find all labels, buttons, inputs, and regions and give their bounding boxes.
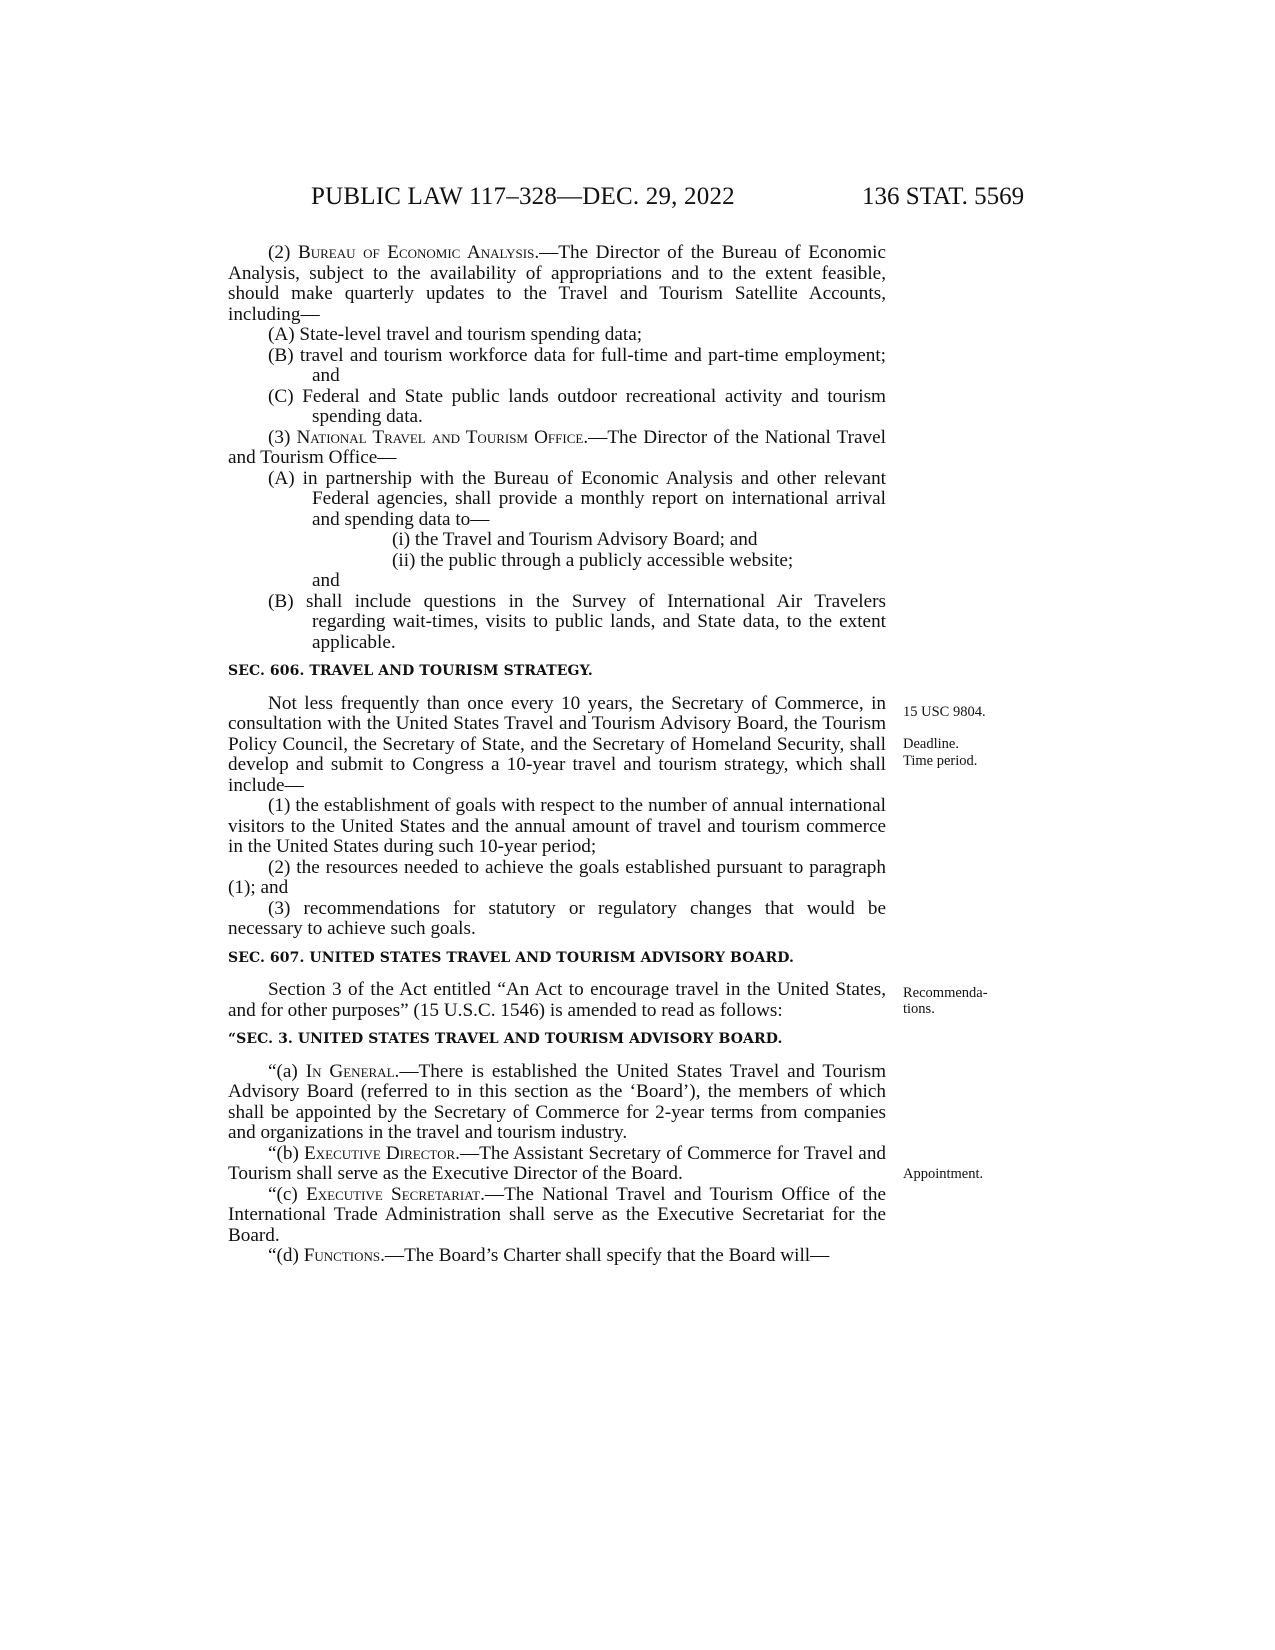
subsection-a-number: “(a) xyxy=(268,1060,298,1082)
section-3-heading: “SEC. 3. UNITED STATES TRAVEL AND TOURISM ADVISORY BOARD. xyxy=(228,1031,783,1047)
section-606-item-2: (2) the resources needed to achieve the goals established pursuant to paragraph (1); and xyxy=(228,856,886,898)
subsection-b-text: .—The Assistant Secretary of Commerce for Travel and Tourism shall serve as the Executive Director of the Board. xyxy=(228,1142,887,1184)
margin-note-time-period: Time period. xyxy=(903,753,978,769)
paragraph-3-heading: National Travel and Tourism Office xyxy=(296,426,584,448)
subsection-c-text: .—The National Travel and Tourism Office of the International Trade Administration shall serve as the Executive Secretariat for the Board. xyxy=(228,1183,887,1246)
paragraph-2-text: .—The Director of the Bureau of Economic Analysis, subject to the availability of appropriations and to the extent feasible, should make quarterly updates to the Travel and Tourism Satellite Accounts, including— xyxy=(228,242,886,325)
statute-body xyxy=(228,243,886,1267)
subsection-b-number: “(b) xyxy=(268,1142,299,1164)
paragraph-2-A: (A) State-level travel and tourism spending data; xyxy=(268,324,643,345)
paragraph-2-C: (C) Federal and State public lands outdoor recreational activity and tourism spending data. xyxy=(268,385,886,427)
section-606-text: Not less frequently than once every 10 years, the Secretary of Commerce, in consultation with the United States Travel and Tourism Advisory Board, the Tourism Policy Council, the Secretary of State, and the Secretary of Homeland Security, shall develop and submit to Congress a 10-year travel and tourism strategy, which shall include— xyxy=(228,692,886,796)
paragraph-3-text: .—The Director of the National Travel and Tourism Office— xyxy=(228,426,886,468)
paragraph-2 xyxy=(228,243,886,325)
margin-note-usc: 15 USC 9804. xyxy=(903,704,986,720)
subsection-a-text: .—There is established the United States Travel and Tourism Advisory Board (referred to in this section as the ‘Board’), the members of which shall be appointed by the Secretary of Commerce for 2-year terms from companies and organizations in the travel and tourism industry. xyxy=(228,1060,887,1143)
subsection-c-heading: Executive Secretariat xyxy=(306,1183,481,1205)
paragraph-2-B: (B) travel and tourism workforce data for full-time and part-time employment; and xyxy=(268,344,886,386)
subsection-d-heading: Functions xyxy=(303,1245,381,1266)
paragraph-3-A-i: (i) the Travel and Tourism Advisory Board; and xyxy=(392,529,758,550)
paragraph-2-number: (2) xyxy=(268,242,291,263)
subsection-c-number: “(c) xyxy=(268,1183,298,1205)
paragraph-3-and: and xyxy=(312,570,340,591)
margin-note-appointment: Appointment. xyxy=(903,1166,984,1182)
subsection-b-heading: Executive Director xyxy=(304,1142,456,1164)
subsection-c xyxy=(228,1185,886,1247)
paragraph-3-A-ii: (ii) the public through a publicly accessible website; xyxy=(392,549,794,571)
subsection-d-number: “(d) xyxy=(268,1245,299,1266)
header-title: PUBLIC LAW 117–328—DEC. 29, 2022 xyxy=(311,183,735,210)
paragraph-3 xyxy=(228,428,886,469)
section-606-item-1: (1) the establishment of goals with respect to the number of annual international visitors to the United States and the annual amount of travel and tourism commerce in the United States during such 10-year period; xyxy=(228,795,886,857)
page-header xyxy=(0,183,1275,213)
paragraph-3-number: (3) xyxy=(268,426,291,448)
paragraph-3-B: (B) shall include questions in the Survey of International Air Travelers regarding wait-times, visits to public lands, and State data, to the extent applicable. xyxy=(268,590,886,653)
margin-note-recommendations: Recommenda-tions. xyxy=(903,985,988,1017)
subsection-a xyxy=(228,1062,886,1144)
subsection-b xyxy=(228,1144,886,1185)
section-607-text: Section 3 of the Act entitled “An Act to encourage travel in the United States, and for other purposes” (15 U.S.C. 1546) is amended to read as follows: xyxy=(228,979,886,1021)
margin-note-deadline: Deadline. xyxy=(903,736,959,752)
subsection-d xyxy=(228,1246,886,1267)
section-607-heading: SEC. 607. UNITED STATES TRAVEL AND TOURISM ADVISORY BOARD. xyxy=(228,949,794,966)
header-stat-page: 136 STAT. 5569 xyxy=(862,183,1025,210)
section-606-heading: SEC. 606. TRAVEL AND TOURISM STRATEGY. xyxy=(228,663,593,679)
subsection-d-text: .—The Board’s Charter shall specify that the Board will— xyxy=(380,1245,830,1266)
section-606-item-3: (3) recommendations for statutory or regulatory changes that would be necessary to achieve such goals. xyxy=(228,897,886,939)
subsection-a-heading: In General xyxy=(305,1060,395,1082)
paragraph-2-heading: Bureau of Economic Analysis xyxy=(297,242,535,263)
paragraph-3-A: (A) in partnership with the Bureau of Economic Analysis and other relevant Federal agencies, shall provide a monthly report on international arrival and spending data to— xyxy=(268,467,886,530)
